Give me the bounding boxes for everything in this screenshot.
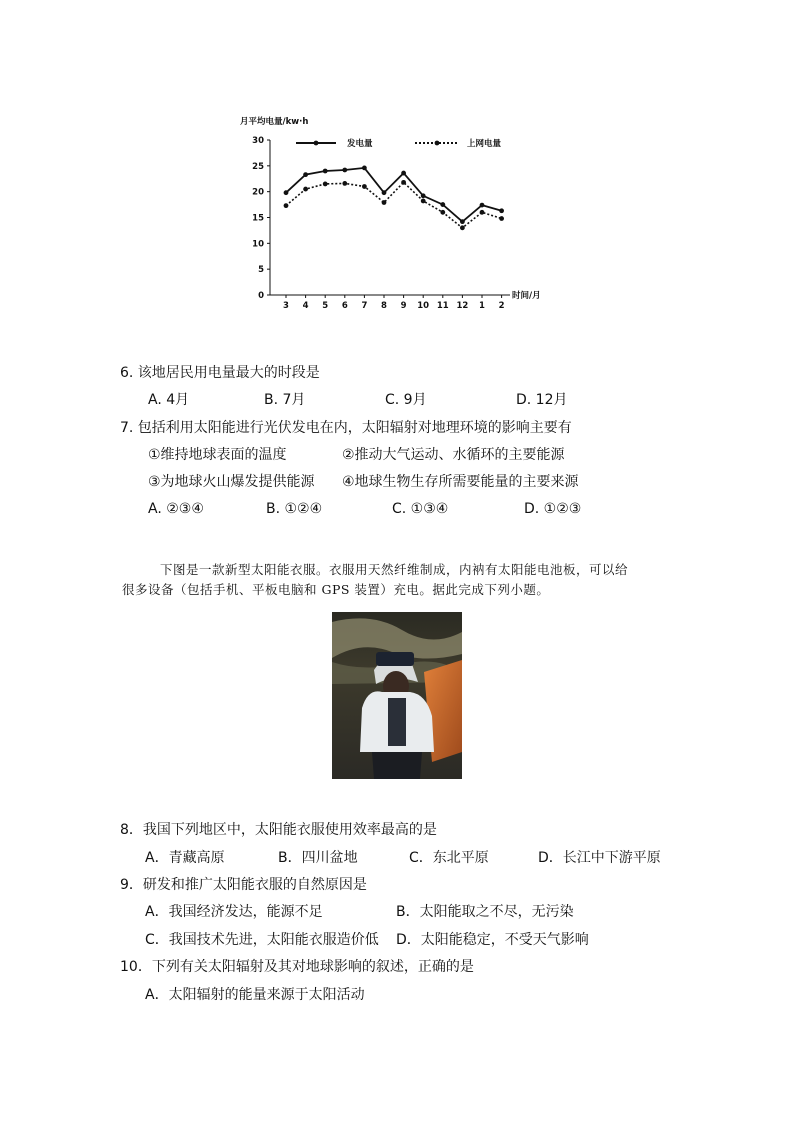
y-axis-title: 月平均电量/kw·h: [240, 117, 309, 127]
q7-stem: 7. 包括利用太阳能进行光伏发电在内，太阳辐射对地理环境的影响主要有: [120, 420, 572, 436]
q7-option-d: D. ①②③: [524, 501, 582, 517]
q8-stem: 8．我国下列地区中，太阳能衣服使用效率最高的是: [120, 822, 437, 838]
y-tick-label: 15: [252, 213, 264, 224]
x-tick-label: 4: [302, 301, 309, 311]
series-1-point: [323, 169, 328, 174]
x-tick-label: 2: [498, 301, 505, 311]
series-1-point: [440, 202, 445, 207]
series-2-point: [401, 180, 406, 185]
series-line-1: [286, 168, 502, 222]
series-1-point: [499, 208, 504, 213]
series-2-point: [362, 184, 367, 189]
q8-option-d: D．长江中下游平原: [538, 850, 661, 866]
y-tick-label: 30: [252, 136, 264, 146]
y-tick-label: 0: [258, 291, 264, 301]
x-tick-label: 6: [341, 301, 348, 311]
chart-legend: [296, 138, 502, 149]
q7-option-b: B. ①②④: [266, 501, 323, 517]
x-tick-label: 5: [322, 301, 329, 311]
q8-option-a: A．青藏高原: [145, 850, 225, 866]
q8-option-b: B．四川盆地: [278, 850, 358, 866]
q8-option-c: C．东北平原: [409, 850, 489, 866]
x-tick-label: 10: [417, 301, 430, 311]
q9-option-c: C．我国技术先进，太阳能衣服造价低: [145, 932, 379, 948]
series-line-2: [286, 182, 502, 227]
x-tick-label: 8: [381, 301, 387, 311]
y-tick-label: 5: [258, 265, 264, 276]
solar-jacket-photo: [332, 612, 462, 779]
series-1-point: [342, 168, 347, 173]
q10-option-a: A．太阳辐射的能量来源于太阳活动: [145, 987, 365, 1003]
series-2-point: [303, 187, 308, 192]
q6-option-a: A. 4月: [148, 392, 190, 408]
q7-item-2: ②推动大气运动、水循环的主要能源: [342, 447, 565, 463]
x-tick-label: 12: [456, 301, 469, 311]
q7-item-1: ①维持地球表面的温度: [148, 447, 287, 463]
series-1-point: [284, 190, 289, 195]
legend-label-solid: 发电量: [347, 139, 373, 149]
series-1-point: [362, 166, 367, 171]
q9-option-b: B．太阳能取之不尽，无污染: [396, 904, 574, 920]
q7-item-4: ④地球生物生存所需要能量的主要来源: [342, 474, 579, 490]
series-1-point: [382, 190, 387, 195]
series-2-point: [480, 210, 485, 215]
series-2-point: [440, 210, 445, 215]
q6-option-d: D. 12月: [516, 392, 568, 408]
series-1-point: [303, 172, 308, 177]
series-2-point: [323, 182, 328, 187]
q10-stem: 10．下列有关太阳辐射及其对地球影响的叙述，正确的是: [120, 959, 474, 975]
intro-line-2: 很多设备（包括手机、平板电脑和 GPS 装置）充电。据此完成下列小题。: [122, 582, 550, 597]
y-tick-label: 25: [252, 161, 264, 172]
q6-stem: 6. 该地居民用电量最大的时段是: [120, 365, 320, 381]
x-tick-label: 3: [283, 301, 289, 311]
series-2-point: [499, 216, 504, 221]
q9-stem: 9．研发和推广太阳能衣服的自然原因是: [120, 877, 367, 893]
series-1-point: [460, 219, 465, 224]
legend-label-dotted: 上网电量: [467, 139, 502, 149]
x-tick-label: 7: [361, 301, 368, 311]
power-line-chart: [232, 105, 562, 311]
series-2-point: [342, 181, 347, 186]
x-tick-label: 9: [400, 301, 407, 311]
series-2-point: [284, 203, 289, 208]
q9-option-d: D．太阳能稳定，不受天气影响: [396, 932, 589, 948]
q9-option-a: A．我国经济发达，能源不足: [145, 904, 323, 920]
series-1-point: [421, 193, 426, 198]
legend-dotted-marker: [435, 141, 440, 146]
series-1-point: [401, 171, 406, 176]
q7-option-a: A. ②③④: [148, 501, 204, 517]
q7-item-3: ③为地球火山爆发提供能源: [148, 474, 315, 490]
x-tick-label: 11: [436, 301, 449, 311]
y-tick-label: 20: [252, 187, 264, 198]
q6-option-b: B. 7月: [264, 392, 306, 408]
q6-option-c: C. 9月: [385, 392, 427, 408]
series-2-point: [421, 199, 426, 204]
series-2-point: [460, 225, 465, 230]
legend-solid-marker: [314, 141, 319, 146]
x-axis-title: 时间/月: [512, 291, 541, 301]
intro-line-1: 下图是一款新型太阳能衣服。衣服用天然纤维制成，内衲有太阳能电池板，可以给: [160, 562, 629, 577]
q7-option-c: C. ①③④: [392, 501, 449, 517]
x-tick-label: 1: [479, 301, 485, 311]
series-2-point: [382, 200, 387, 205]
series-1-point: [480, 203, 485, 208]
y-tick-label: 10: [252, 239, 264, 250]
